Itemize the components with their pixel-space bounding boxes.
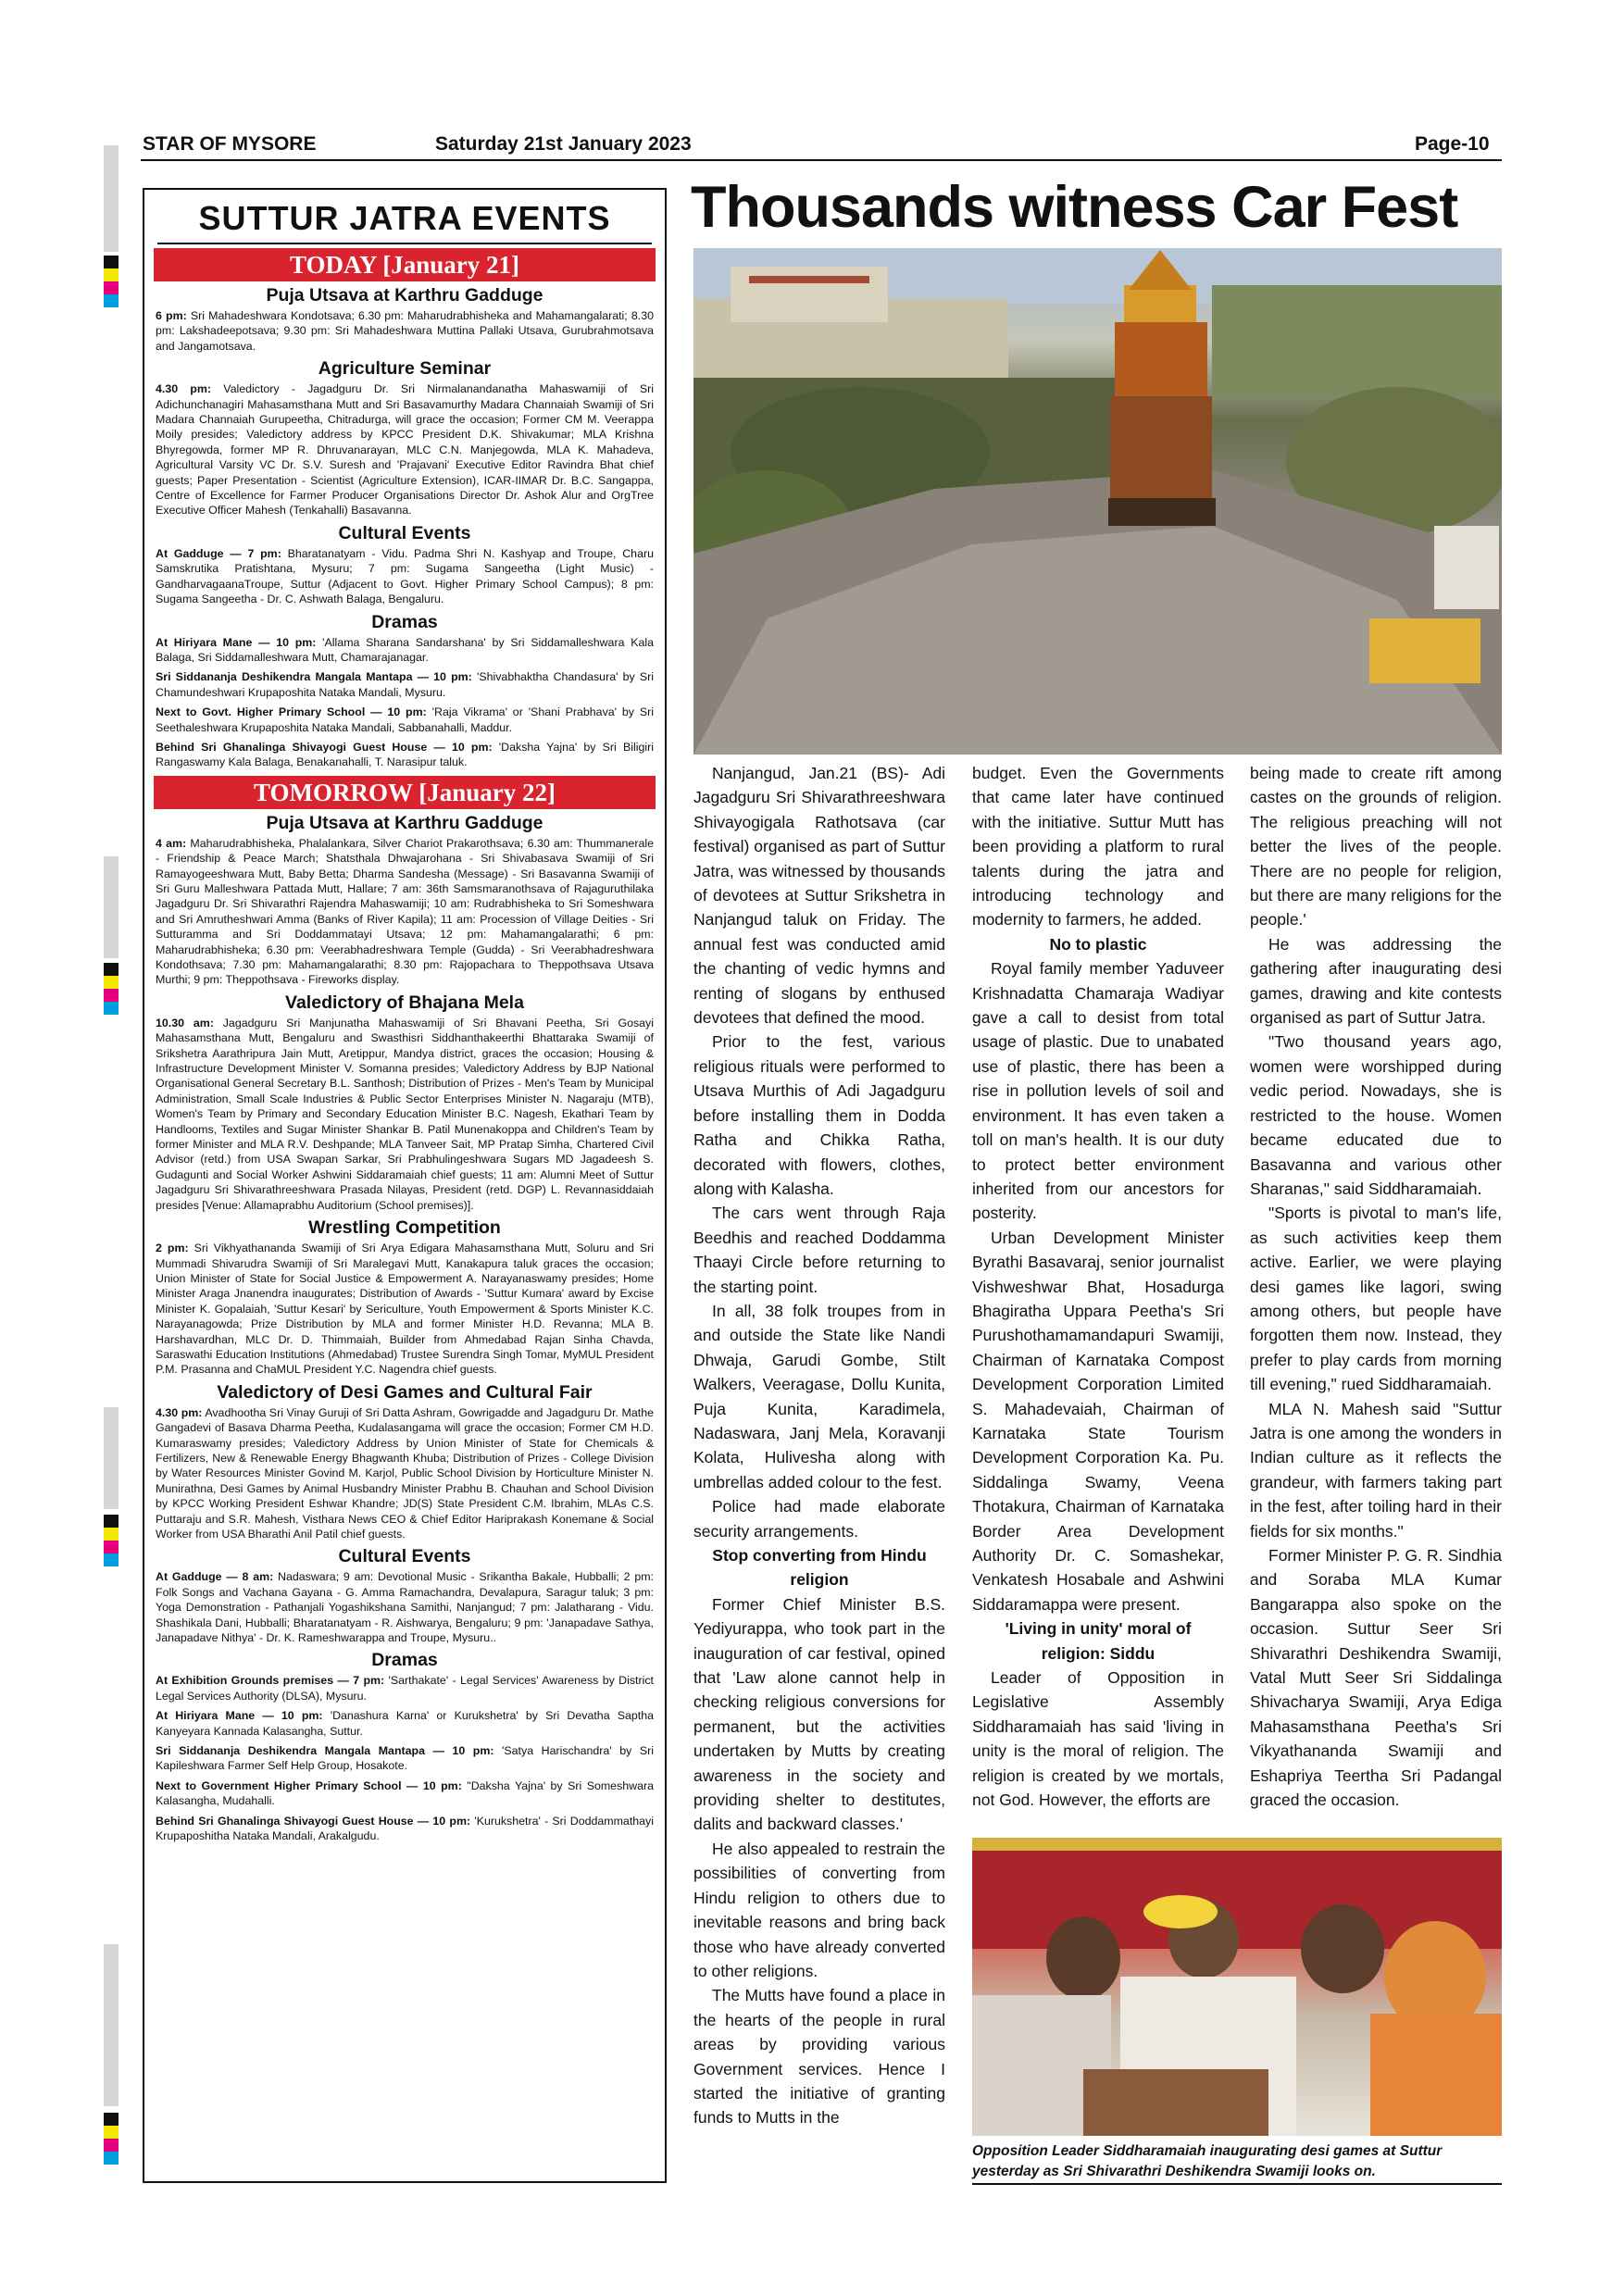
desi-games-photo-art (972, 1838, 1502, 2136)
article-subheading: 'Living in unity' moral of religion: Siddu (1005, 1619, 1192, 1663)
article-paragraph: Former Chief Minister B.S. Yediyurappa, who took part in the inauguration of car festival, opined that 'Law alone cannot help in checking religious conversions for permanent, but the activities undertaken by Mutts by creating awareness in the society and providing shelter to destitutes, dalits and backward classes.' (693, 1594, 945, 1834)
event-listing: Next to Government Higher Primary School — 10 pm: "Daksha Yajna' by Sri Someshwara Kalasangha, Mudahalli. (156, 1778, 655, 1808)
event-listing: Behind Sri Ghanalinga Shivayogi Guest House — 10 pm: 'Kurukshetra' - Sri Doddammathayi Krupaposhitha Nataka Mandali, Arakalgudu. (156, 1814, 654, 1843)
article-paragraph: The Mutts have found a place in the hearts of the people in rural areas by providing various Government services. Hence I started the initiative of granting funds to Mutts in the (693, 1986, 945, 2128)
article-column-3 (1250, 761, 1502, 1812)
registration-grey-bar-bottom (104, 1944, 119, 2106)
article-paragraph: Urban Development Minister Byrathi Basavaraj, senior journalist Vishweshwar Bhat, Hosadurga Bhagiratha Uppara Peetha's Sri Purushothamamandapuri Swamiji, Chairman of Karnataka Compost Development Corporation Limited S. Mahadevaiah, Chairman of Karnataka State Tourism Development Corporation Ka. Pu. Siddalinga Swamy, Veena Thotakura, Chairman of Karnataka Border Area Development Authority Dr. C. Somashekar, Venkatesh Hosabale and Ashwini Siddaramappa were present. (972, 1228, 1224, 1614)
article-paragraph: Former Minister P. G. R. Sindhia and Soraba MLA Kumar Bangarappa also spoke on the occasion. Suttur Seer Sri Shivarathri Deshikendra Swamiji, Vatal Mutt Seer Sri Siddalinga Shivacharya Swamiji, Arya Ediga Mahasamsthana Peetha's Sri Vikyathananda Swamiji and Eshapriya Teertha Sri Padangal graced the occasion. (1250, 1546, 1502, 1810)
color-registration-mark (104, 1515, 119, 1566)
car-festival-photo-art (693, 248, 1502, 755)
event-listing: At Gadduge — 8 am: Nadaswara; 9 am: Devotional Music - Srikantha Bakale, Hubballi; 2 pm: Folk Songs and Vachana Gayana - G. Amma Ramachandra, Devalapura, Saragur taluk; 3 pm: Yoga Demonstration - Pathanjali Yogashikshana Samithi, Nanjangud; 7 pm: Jalatharang - Vidu. Shashikala Dani, Hubballi; Bharatanatyam - R. Aishwarya, Bengaluru; 9 pm: 'Janapadave Sathya, Janapadave Nithya' - Dr. K. Rameshwarappa and Troupe, Mysuru.. (156, 1570, 654, 1645)
article-paragraph: Leader of Opposition in Legislative Assembly Siddharamaiah has said 'living in unity is the moral of religion. The religion is created by we mortals, not God. However, the efforts are (972, 1668, 1224, 1810)
article-paragraph: budget. Even the Governments that came later have continued with the initiative. Suttur Mutt has been providing a platform to rural talents during the jatra and introducing technology and modernity to farmers, he added. (972, 764, 1224, 930)
event-section-heading: Cultural Events (338, 1546, 471, 1567)
event-listing: At Hiriyara Mane — 10 pm: 'Danashura Karna' or Kurukshetra' by Sri Devatha Saptha Kanyeyara Kannada Kalasangha, Suttur. (156, 1709, 655, 1738)
registration-grey-bar (104, 1407, 119, 1509)
article-headline: Thousands witness Car Fest (691, 175, 1458, 240)
issue-date: Saturday 21st January 2023 (435, 133, 692, 155)
event-section-heading: Cultural Events (338, 522, 471, 543)
event-section-heading: Puja Utsava at Karthru Gadduge (266, 285, 543, 306)
caption-rule (972, 2183, 1502, 2185)
article-subheading: Stop converting from Hindu religion (712, 1546, 927, 1590)
event-listing: Sri Siddananja Deshikendra Mangala Mantapa — 10 pm: 'Shivabhaktha Chandasura' by Sri Chamundeshwari Krupaposhita Nataka Mandali, Mysuru. (156, 670, 654, 699)
event-section-heading: Agriculture Seminar (318, 358, 492, 380)
today-banner: TODAY [January 21] (154, 248, 656, 281)
color-registration-mark (104, 963, 119, 1015)
event-listing: 4 am: Maharudrabhisheka, Phalalankara, Silver Chariot Prakarothsava; 6.30 am: Thummanerale - Friendship & Peace March; Shatsthala Dhwajarohana - Sri Shivabasava Swamiji of Sri Ramayogeeshwara Mutt, Baby Betta; Dharma Sandesha (Message) - Sri Basavanna Swamiji of Sri Guru Malleshwara Pattada Mutt, Hallare; 7 am: 36th Samsmaranothsava of Rajaguruthilaka Jagadguru Dr. Sri Shivarathri Rajendra Mahaswamiji; 10 am: Rudrabhisheka to Sri Someshwara and Sri Amrutheshwari Amma (Banks of River Kapila); 11 am: Procession of Village Deities - Sri Sutturamma and Sri Doddammatayi Utsava; 12 pm: Mahamangalarathi; 6 pm: Maharudrabhisheka; 6.30 pm: Veerabhadreshwara Temple (Gudda) - Sri Veerabhadreshwara Kondothsava; 7.30 pm: Mahamangalarathi; 8.30 pm: Rajopachara to Theppothsava Utsava Murthi; 9 pm: Theppothsava - Fireworks display. (156, 836, 654, 987)
event-section-heading: Dramas (371, 1650, 438, 1671)
paper-name: STAR OF MYSORE (143, 133, 317, 155)
event-listing: At Exhibition Grounds premises — 7 pm: 'Sarthakate' - Legal Services' Awareness by District Legal Services Authority (DLSA), Mysuru. (156, 1674, 655, 1703)
today-events (144, 285, 665, 770)
article-paragraph: MLA N. Mahesh said "Suttur Jatra is one among the wonders in Indian culture as it reflects the grandeur, with farmers taking part in the fest, after toiling hard in their fields for six months." (1250, 1399, 1502, 1541)
photo-caption: Opposition Leader Siddharamaiah inaugurating desi games at Suttur yesterday as Sri Shivarathri Deshikendra Swamiji looks on. (972, 2143, 1443, 2179)
article-paragraph: He was addressing the gathering after inaugurating desi games, drawing and kite contests organised as part of Suttur Jatra. (1250, 934, 1502, 1028)
events-title: SUTTUR JATRA EVENTS (198, 199, 611, 237)
header-rule (141, 159, 1502, 161)
event-section-heading: Valedictory of Bhajana Mela (285, 992, 524, 1013)
article-paragraph: Nanjangud, Jan.21 (BS)- Adi Jagadguru Sri Shivarathreeshwara Shivayogigala Rathotsava (car festival) organised as part of Suttur Jatra, was witnessed by thousands of devotees at Suttur Srikshetra in Nanjangud taluk on Friday. The annual fest was conducted amid the chanting of vedic hymns and renting of slogans by enthused devotees that defined the mood. (693, 764, 945, 1028)
event-listing: Behind Sri Ghanalinga Shivayogi Guest House — 10 pm: 'Daksha Yajna' by Sri Biligiri Rangaswamy Kala Balaga, Benakanahalli, T. Narasipur taluk. (156, 740, 654, 769)
event-listing: 6 pm: Sri Mahadeshwara Kondotsava; 6.30 pm: Maharudrabhisheka and Mahamangalarati; 8.30 pm: Lakshadeepotsava; 9.30 pm: Sri Mahadeshwara Muttina Pallaki Utsava, Gurubrahmotsava and Jangamotsava. (156, 309, 654, 353)
article-paragraph: Royal family member Yaduveer Krishnadatta Chamaraja Wadiyar gave a call to desist from total usage of plastic. Due to unabated use of plastic, there has been a rise in pollution levels of soil and environment. It has even taken a toll on man's health. It is our duty to protect better environment inherited from our ancestors for posterity. (972, 959, 1224, 1223)
event-listing: 2 pm: Sri Vikhyathananda Swamiji of Sri Arya Edigara Mahasamsthana Mutt, Soluru and Sri Mummadi Shivarudra Swamiji of Sri Maralegavi Mutt, Kanakapura taluk graces the occasion; Union Minister of State for Social Justice & Empowerment A. Narayanaswamy presides; Home Minister Araga Jnanendra inaugurates; Distribution of Awards - 'Suttur Kumara' award by Excise Minister K. Gopalaiah, 'Suttur Kesari' by Sericulture, Youth Empowerment & Sports Minister K.C. Narayanagowda; Prize Distribution by MLA and former Minister H.D. Revanna; MLA B. Harshavardhan, MLC Dr. D. Thimmaiah, Builder from Ahmedabad Rajan Sinha Chavda, Saraswathi Education Institutions (Ahmedabad) Trustee Surendra Singh Tomar, MyMUL President P.M. Prasanna and ChaMUL President Y.C. Nagendra chief guests. (156, 1242, 655, 1377)
article-column-2 (972, 761, 1224, 1812)
tomorrow-banner: TOMORROW [January 22] (154, 776, 656, 809)
desi-games-photo (972, 1838, 1502, 2136)
article-column-1 (693, 761, 945, 2130)
event-section-heading: Wrestling Competition (308, 1217, 501, 1239)
event-listing: 4.30 pm: Valedictory - Jagadguru Dr. Sri Nirmalanandanatha Mahaswamiji of Sri Adichunchanagiri Mahasamsthana Mutt and Sri Basavamurthy Madara Channaiah Swamiji of Sri Madara Channaiah Gurupeetha, Chitradurga, will grace the occasion; Former CM M. Veerappa Moily presides; Valedictory address by KPCC President D.K. Shivakumar; MLA Krishna Bhyregowda, former MP R. Dhruvanarayan, MLC C.N. Manjegowda, MLA K. Mahadeva, Agricultural Varsity VC Dr. S.V. Suresh and 'Prajavani' Executive Editor Ravindra Bhat chief guests; Paper Presentation - Scientist (Agriculture Extension), ICAR-IIMAR Dr. B.C. Sangappa, Centre of Excellence for Farmer Producer Organisations Director Dr. Ashok Alur and OrgTree Executive Officer Mahesh (Tenkahalli) Basavanna. (156, 382, 655, 518)
article-paragraph: Prior to the fest, various religious rituals were performed to Utsava Murthis of Adi Jagadguru before installing them in Dodda Ratha and Chikka Ratha, decorated with flowers, clothes, along with Kalasha. (693, 1032, 945, 1198)
event-listing: At Hiriyara Mane — 10 pm: 'Allama Sharana Sandarshana' by Sri Siddamalleshwara Kala Balaga, Sri Siddamalleshwara Mutt, Chamarajanagar. (156, 635, 654, 664)
event-section-heading: Dramas (371, 611, 438, 632)
article-paragraph: "Two thousand years ago, women were worshipped during vedic period. Nowadays, she is restricted to the house. Women became educated due to Basavanna and various other Sharanas," said Siddharamaiah. (1250, 1032, 1502, 1198)
event-listing: 4.30 pm: Avadhootha Sri Vinay Guruji of Sri Datta Ashram, Gowrigadde and Jagadguru Dr. Mathe Gangadevi of Basava Dharma Peetha, Kudalasangama will grace the occasion; Former CM H.D. Kumaraswamy presides; Valedictory Address by Union Minister of State for Chemicals & Fertilizers, New & Renewable Energy Bhagwanth Khuba; Distribution of Prizes - College Division by Water Resources Minister Govind M. Karjol, Public School Division by Horticulture Minister N. Munirathna, Desi Games by Animal Husbandry Minister Prabhu B. Chauhan and School Division by KPCC Working President Eshwar Khandre; JD(S) State President C.M. Ibrahim, MLAs C.S. Puttaraju and S.R. Mahesh, Visthara News CEO & Chief Editor Hariprakash Konemane & Social Worker from USA Bharathi Anil Patil chief guests. (156, 1405, 654, 1541)
registration-grey-bar-top (104, 145, 119, 252)
article-paragraph: Police had made elaborate security arrangements. (693, 1497, 945, 1541)
event-section-heading: Valedictory of Desi Games and Cultural Fair (217, 1381, 593, 1403)
color-registration-mark (104, 2113, 119, 2165)
registration-grey-bar (104, 856, 119, 958)
car-festival-photo (693, 248, 1502, 755)
event-listing: Sri Siddananja Deshikendra Mangala Mantapa — 10 pm: 'Satya Harischandra' by Sri Kapileshwara Farmer Self Help Group, Hosakote. (156, 1744, 654, 1773)
event-listing: At Gadduge — 7 pm: Bharatanatyam - Vidu. Padma Shri N. Kashyap and Troupe, Charu Samskrutika Pratishtana, Mysuru; 7 pm: Sugama Sangeetha (Light Music) - GandharvagaanaTroupe, Suttur (Adjacent to Govt. Higher Primary School Campus); 8 pm: Sugama Sangeetha - Dr. C. Ashwath Balaga, Bengaluru. (156, 546, 654, 606)
article-paragraph: The cars went through Raja Beedhis and reached Doddamma Thaayi Circle before returning to the starting point. (693, 1204, 945, 1296)
article-paragraph: being made to create rift among castes on the grounds of religion. The religious preaching will not better the lives of the people. There are no people for religion, but there are many religions for the people.' (1250, 764, 1502, 930)
tomorrow-events (144, 813, 665, 1844)
article-paragraph: In all, 38 folk troupes from in and outside the State like Nandi Dhwaja, Garudi Gombe, Stilt Walkers, Veeragase, Dollu Kunita, Puja Kunita, Karadimela, Nadaswara, Janj Mela, Koravanji Kolata, Hulivesha along with umbrellas added colour to the fest. (693, 1301, 945, 1491)
article-paragraph: "Sports is pivotal to man's life, as such activities keep them active. Earlier, we were playing desi games like lagori, swing among others, but people have forgotten them now. Instead, they prefer to play cards from morning till evening," rued Siddharamaiah. (1250, 1204, 1502, 1394)
event-listing: Next to Govt. Higher Primary School — 10 pm: 'Raja Vikrama' or 'Shani Prabhava' by Sri Seethaleshwara Krupaposhita Nataka Mandali, Sabbanahalli, Maddur. (156, 705, 654, 734)
event-section-heading: Puja Utsava at Karthru Gadduge (266, 812, 543, 833)
color-registration-mark (104, 256, 119, 307)
article-paragraph: He also appealed to restrain the possibilities of converting from Hindu religion to others due to inevitable reasons and bring back those who have already converted to other religions. (693, 1839, 945, 1980)
article-subheading: No to plastic (1049, 934, 1147, 954)
page-number: Page-10 (1415, 133, 1490, 155)
event-listing: 10.30 am: Jagadguru Sri Manjunatha Mahaswamiji of Sri Bhavani Peetha, Sri Gosayi Mahasamsthana Mutt, Bengaluru and Swasthisri Siddhanthakeerthi Bhattaraka Swamiji of Srikshetra Aarathripura Jain Mutt, Aretippur, Mandya district, graces the occasion; Housing & Infrastructure Development Minister V. Somanna presides; Valedictory Address by BJP National Organisational General Secretary B.L. Santhosh; Distribution of Prizes - Men's Team by Municipal Administration, Small Scale Industries & Public Sector Enterprises Minister N. Nagaraju (MTB), Women's Team by Primary and Secondary Education Minister B.C. Nagesh, Ekathari Team by Handlooms, Textiles and Sugar Minister Shankar B. Patil Munenakoppa and Children's Team by former Minister and MLA R.V. Deshpande; MLA Tanveer Sait, MP Pratap Simha, Chartered Civil Advisor (retd.) from USA Swapan Sarkar, Sri Prabhulingeshwara Sugars MD Jagadeesh S. Gudagunti and Social Worker Ashwini Siddaramaiah chief guests; 11 am: Alumni Meet of Suttur Jagadguru Sri Shivarathreeshwara Prasada Nilayas, President (retd. DGP) L. Revannasiddaiah presides [Venue: Allamaprabhu Auditorium (School premises)]. (156, 1016, 655, 1212)
events-box (143, 188, 667, 2183)
events-title-rule (157, 243, 652, 244)
